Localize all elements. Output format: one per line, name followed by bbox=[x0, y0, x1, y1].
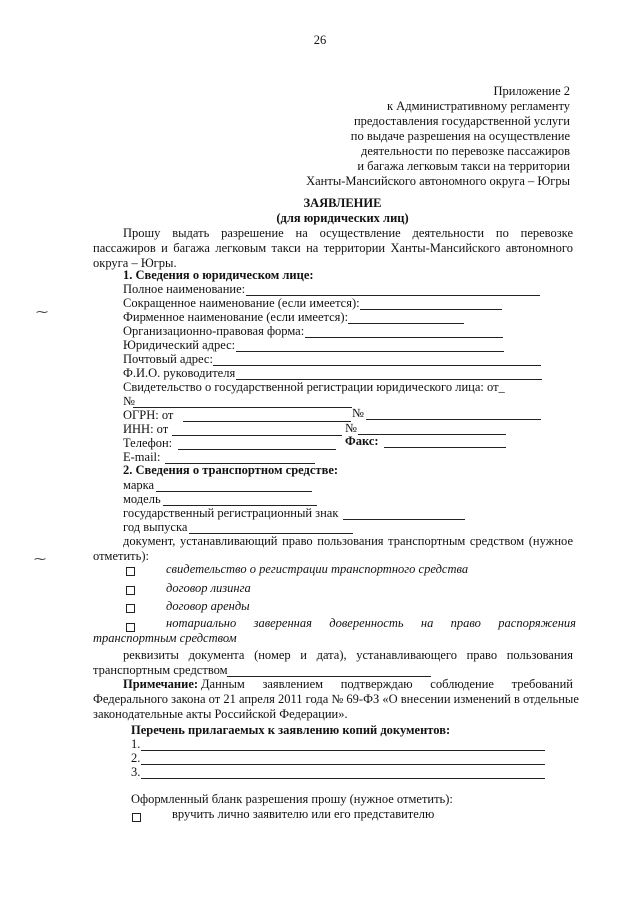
option-registration-cert: свидетельство о регистрации транспортного средства bbox=[166, 562, 469, 576]
header-line: по выдаче разрешения на осуществление bbox=[350, 129, 570, 143]
note-line: Федерального закона от 21 апреля 2011 года № 69-ФЗ «О внесении изменений в отдельные bbox=[93, 692, 579, 706]
option-checkbox[interactable] bbox=[126, 567, 135, 576]
brand-name-label: Фирменное наименование (если имеется): bbox=[123, 310, 349, 324]
document-subtitle: (для юридических лиц) bbox=[276, 211, 409, 225]
legal-form-label: Организационно-правовая форма: bbox=[123, 324, 305, 338]
postal-address-label: Почтовый адрес: bbox=[123, 352, 213, 366]
phone-field[interactable] bbox=[178, 449, 336, 450]
reg-plate-label: государственный регистрационный знак bbox=[123, 506, 339, 520]
option-rent: договор аренды bbox=[166, 599, 250, 613]
attachment-field-3[interactable] bbox=[141, 778, 545, 779]
attachment-field-1[interactable] bbox=[141, 750, 545, 751]
details-line: транспортным средством bbox=[93, 663, 228, 677]
attachment-number: 1. bbox=[131, 737, 141, 751]
inn-no-label: № bbox=[345, 421, 357, 435]
margin-mark: ⁓ bbox=[36, 305, 48, 319]
attachments-heading: Перечень прилагаемых к заявлению копий документов: bbox=[131, 723, 451, 737]
option-checkbox[interactable] bbox=[126, 586, 135, 595]
delivery-option-personal: вручить лично заявителю или его представителю bbox=[172, 807, 435, 821]
doc-right-line: отметить): bbox=[93, 549, 149, 563]
fax-field[interactable] bbox=[384, 447, 506, 448]
model-label: модель bbox=[123, 492, 161, 506]
email-label: E-mail: bbox=[123, 450, 161, 464]
phone-label: Телефон: bbox=[123, 436, 173, 450]
attachment-field-2[interactable] bbox=[141, 764, 545, 765]
doc-right-line: документ, устанавливающий право пользования транспортным средством (нужное bbox=[123, 534, 573, 548]
fax-label: Факс: bbox=[345, 434, 379, 448]
short-name-label: Сокращенное наименование (если имеется): bbox=[123, 296, 360, 310]
registration-no-label: № bbox=[123, 394, 135, 408]
attachment-number: 2. bbox=[131, 751, 141, 765]
legal-address-field[interactable] bbox=[236, 351, 504, 352]
option-checkbox[interactable] bbox=[126, 604, 135, 613]
section1-heading: 1. Сведения о юридическом лице: bbox=[123, 268, 314, 282]
full-name-label: Полное наименование: bbox=[123, 282, 246, 296]
ogrn-no-label: № bbox=[352, 406, 364, 420]
ogrn-from-label: ОГРН: от bbox=[123, 408, 174, 422]
header-line: предоставления государственной услуги bbox=[353, 114, 570, 128]
intro-line: пассажиров и багажа легковым такси на территории Ханты-Мансийского автономного bbox=[93, 241, 573, 255]
brand-name-field[interactable] bbox=[348, 323, 464, 324]
delivery-checkbox[interactable] bbox=[132, 813, 141, 822]
delivery-heading: Оформленный бланк разрешения прошу (нужное отметить): bbox=[131, 792, 453, 806]
intro-line: округа – Югры. bbox=[93, 256, 177, 270]
make-field[interactable] bbox=[156, 491, 312, 492]
note-line: законодательные акты Российской Федерации». bbox=[93, 707, 348, 721]
year-label: год выпуска bbox=[123, 520, 188, 534]
option-notary-cont: транспортным средством bbox=[93, 631, 237, 645]
attachment-number: 3. bbox=[131, 765, 141, 779]
inn-from-label: ИНН: от bbox=[123, 422, 169, 436]
details-line: реквизиты документа (номер и дата), устанавливающего право пользования bbox=[123, 648, 573, 662]
note-label: Примечание: bbox=[123, 677, 199, 691]
header-line: Приложение 2 bbox=[493, 84, 570, 98]
legal-form-field[interactable] bbox=[305, 337, 503, 338]
legal-address-label: Юридический адрес: bbox=[123, 338, 236, 352]
option-leasing: договор лизинга bbox=[166, 581, 251, 595]
section2-heading: 2. Сведения о транспортном средстве: bbox=[123, 463, 339, 477]
inn-date-field[interactable] bbox=[172, 435, 342, 436]
ogrn-date-field[interactable] bbox=[183, 421, 351, 422]
option-notary: нотариально заверенная доверенность на право распоряжения bbox=[166, 616, 576, 630]
intro-line: Прошу выдать разрешение на осуществление деятельности по перевозке bbox=[123, 226, 573, 240]
header-line: к Административному регламенту bbox=[386, 99, 570, 113]
page-number: 26 bbox=[313, 33, 327, 47]
director-label: Ф.И.О. руководителя bbox=[123, 366, 236, 380]
postal-address-field[interactable] bbox=[213, 365, 541, 366]
note-line: Данным заявлением подтверждаю соблюдение требований bbox=[201, 677, 573, 691]
document-title: ЗАЯВЛЕНИЕ bbox=[303, 196, 382, 210]
inn-no-field[interactable] bbox=[358, 434, 506, 435]
reg-plate-field[interactable] bbox=[343, 519, 465, 520]
ogrn-no-field[interactable] bbox=[366, 419, 541, 420]
make-label: марка bbox=[123, 478, 155, 492]
short-name-field[interactable] bbox=[360, 309, 502, 310]
header-line: деятельности по перевозке пассажиров bbox=[361, 144, 570, 158]
header-line: Ханты-Мансийского автономного округа – Югры bbox=[306, 174, 570, 188]
registration-cert-label: Свидетельство о государственной регистрации юридического лица: от_ bbox=[123, 380, 505, 394]
header-line: и багажа легковым такси на территории bbox=[357, 159, 570, 173]
margin-mark: ⁓ bbox=[34, 552, 46, 566]
